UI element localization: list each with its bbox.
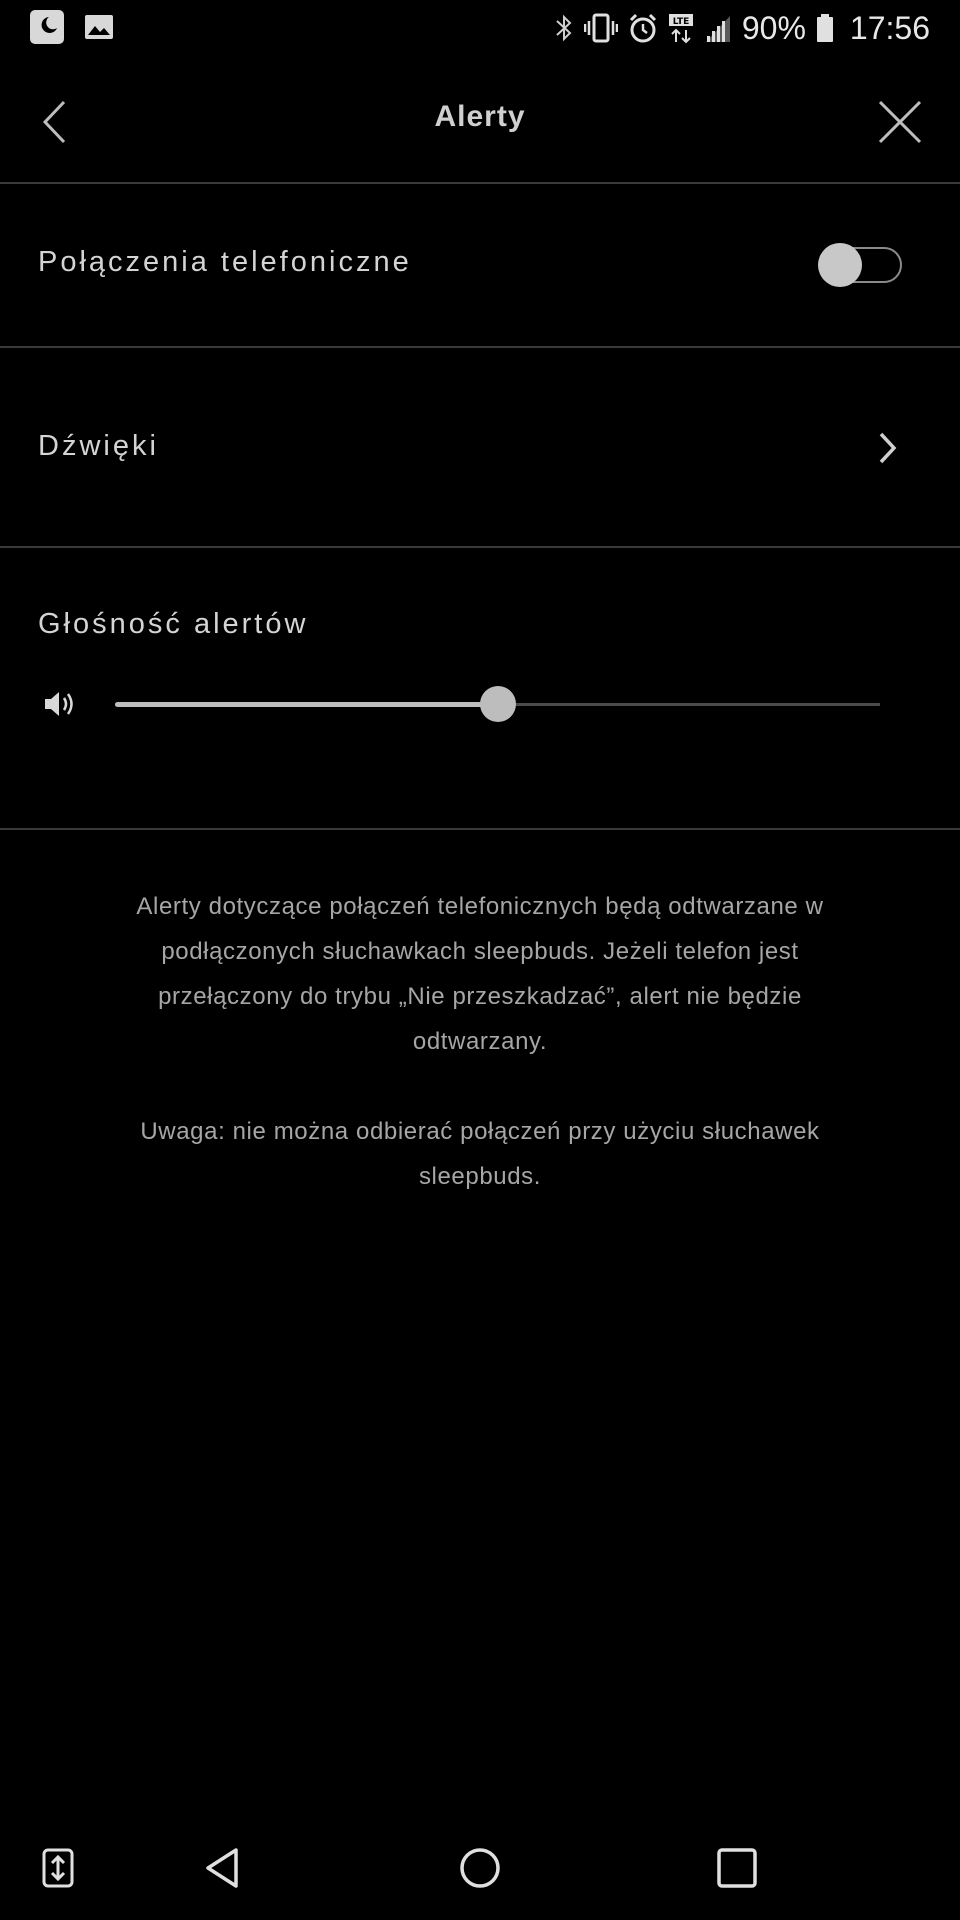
slider-fill: [115, 702, 498, 707]
toggle-knob: [818, 243, 862, 287]
slider-thumb[interactable]: [480, 686, 516, 722]
nav-back-button[interactable]: [192, 1838, 252, 1898]
bluetooth-icon: [554, 12, 574, 44]
info-paragraph-1: Alerty dotyczące połączeń telefonicznych będą odtwarzane w podłączonych słuchawkach sleepbuds. Jeżeli telefon jest przełączony do trybu „Nie przeszkadzać”, alert nie będzie odtwarzany.: [136, 893, 824, 1055]
close-button[interactable]: [870, 92, 930, 152]
speaker-icon: [42, 686, 78, 722]
nav-recents-button[interactable]: [707, 1838, 767, 1898]
vibrate-icon: [584, 12, 618, 44]
info-paragraph-2: Uwaga: nie można odbierać połączeń przy użyciu słuchawek sleepbuds.: [140, 1118, 820, 1190]
status-bar-right: [554, 6, 930, 50]
switch-button[interactable]: [28, 1838, 88, 1898]
sounds-row[interactable]: [0, 348, 960, 548]
lte-icon: [668, 12, 694, 44]
back-triangle-icon: [202, 1846, 242, 1890]
sounds-label: Dźwięki: [38, 430, 159, 462]
status-bar-left: [30, 10, 114, 49]
image-icon: [84, 13, 114, 46]
switch-icon: [42, 1848, 74, 1888]
nav-home-button[interactable]: [450, 1838, 510, 1898]
battery-icon: [816, 12, 834, 44]
night-mode-icon: [30, 10, 64, 49]
home-circle-icon: [458, 1846, 502, 1890]
alarm-icon: [628, 12, 658, 44]
phone-calls-label: Połączenia telefoniczne: [38, 246, 412, 278]
page-title: Alerty: [434, 100, 526, 133]
info-text: [100, 884, 860, 1199]
recents-square-icon: [716, 1847, 758, 1889]
alert-volume-section: [0, 548, 960, 830]
header: [0, 56, 960, 184]
alert-volume-slider[interactable]: [115, 674, 880, 734]
battery-percentage: 90%: [741, 10, 806, 46]
status-bar: [0, 0, 960, 56]
phone-calls-row[interactable]: [0, 184, 960, 348]
chevron-right-icon: [872, 430, 902, 466]
close-icon: [877, 99, 923, 145]
signal-icon: [704, 12, 732, 44]
svg-text:LTE: LTE: [672, 17, 690, 27]
phone-calls-toggle[interactable]: [820, 247, 902, 283]
navigation-bar: [0, 1820, 960, 1920]
clock: 17:56: [849, 10, 930, 46]
alert-volume-label: Głośność alertów: [38, 608, 309, 640]
